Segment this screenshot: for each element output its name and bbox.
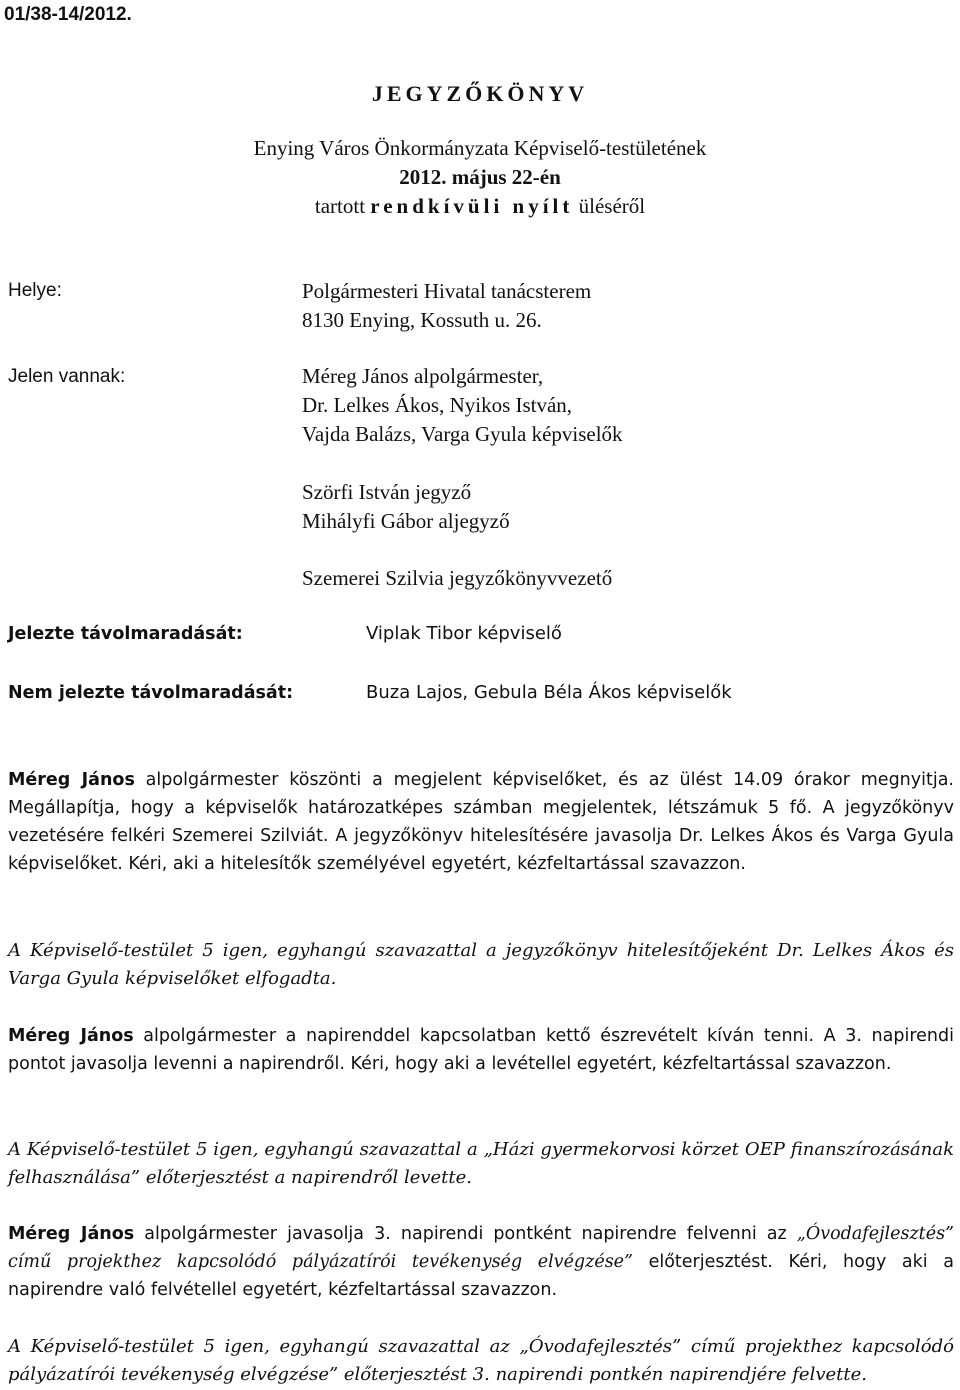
header-held-word: tartott [314, 194, 366, 218]
present-line-2: Dr. Lelkes Ákos, Nyikos István, [302, 393, 573, 417]
paragraph-text: alpolgármester a napirenddel kapcsolatban kettő észrevételt kíván tenni. A 3. napirendi pontot javasolja levenni a napirendről. Kéri, hogy aki a levétellel egyetért, kézfeltartással szavazzon. [8, 1026, 954, 1074]
official-recorder: Szemerei Szilvia jegyzőkönyvvezető [302, 566, 613, 590]
header-session-type-line [0, 192, 960, 221]
speaker-name: Méreg János [8, 1026, 134, 1046]
paragraph-text: előterjesztést. Kéri, hogy aki a napirendre való felvétellel egyetért, kézfeltartással szavazzon. [8, 1252, 954, 1300]
official-deputy-notary: Mihályfi Gábor aljegyző [302, 509, 510, 533]
location-line-1: Polgármesteri Hivatal tanácsterem [302, 279, 592, 303]
document-number: 01/38-14/2012. [4, 4, 132, 25]
location-line-2: 8130 Enying, Kossuth u. 26. [302, 308, 542, 332]
absent-notified-label: Jelezte távolmaradását: [8, 624, 243, 644]
header-session-word: üléséről [578, 194, 646, 218]
paragraph-text: alpolgármester javasolja 3. napirendi pontként napirendre felvenni az [134, 1224, 797, 1244]
paragraph-resolution-2: A Képviselő-testület 5 igen, egyhangú szavazattal a „Házi gyermekorvosi körzet OEP finanszírozásának felhasználása” előterjesztést a napirendről levette. [8, 1139, 954, 1188]
absent-notified-value: Viplak Tibor képviselő [366, 623, 562, 644]
absent-unnotified-value: Buza Lajos, Gebula Béla Ákos képviselők [366, 682, 732, 703]
session-header [0, 134, 960, 221]
present-label: Jelen vannak: [8, 366, 126, 387]
project-title: „Óvodafejlesztés” című projekthez kapcsolódó pályázatírói tevékenység elvégzése” [8, 1224, 954, 1272]
header-council-line: Enying Város Önkormányzata Képviselő-testületének [253, 136, 707, 160]
document-title: JEGYZŐKÖNYV [371, 81, 589, 106]
speaker-name: Méreg János [8, 1224, 135, 1244]
header-session-type: rendkívüli nyílt [370, 194, 574, 218]
paragraph-resolution-3: A Képviselő-testület 5 igen, egyhangú szavazattal az „Óvodafejlesztés” című projekthez kapcsolódó pályázatírói tevékenység elvégzése” előterjesztést 3. napirendi pontkén napirendjére felvette. [8, 1336, 954, 1385]
paragraph-agenda-remarks [8, 1022, 954, 1078]
header-date-line: 2012. május 22-én [399, 165, 561, 189]
paragraph-agenda-addition [8, 1220, 954, 1304]
present-line-3: Vajda Balázs, Varga Gyula képviselők [302, 422, 623, 446]
official-notary: Szörfi István jegyző [302, 480, 472, 504]
paragraph-text: alpolgármester köszönti a megjelent képviselőket, és az ülést 14.09 órakor megnyitja. Megállapítja, hogy a képviselők határozatképes számban megjelentek, létszámuk 5 fő. A jegyzőkönyv vezetésére felkéri Szemerei Szilviát. A jegyzőkönyv hitelesítésére javasolja Dr. Lelkes Ákos és Varga Gyula képviselőket. Kéri, aki a hitelesítők személyével egyetért, kézfeltartással szavazzon. [8, 770, 954, 874]
absent-unnotified-label: Nem jelezte távolmaradását: [8, 683, 294, 703]
location-label: Helye: [8, 280, 62, 301]
paragraph-resolution-1: A Képviselő-testület 5 igen, egyhangú szavazattal a jegyzőkönyv hitelesítőjeként Dr. Lelkes Ákos és Varga Gyula képviselőket elfogadta. [8, 940, 954, 989]
speaker-name: Méreg János [8, 770, 135, 790]
present-line-1: Méreg János alpolgármester, [302, 364, 544, 388]
paragraph-opening [8, 766, 954, 878]
